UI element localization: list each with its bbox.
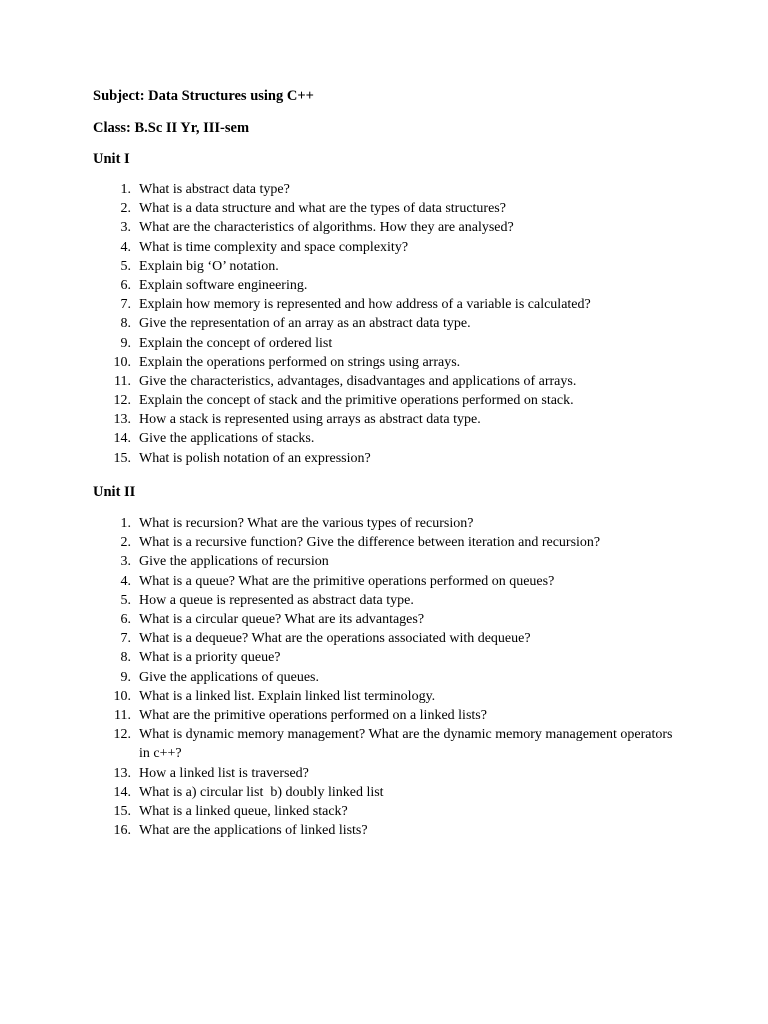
class-heading: Class: B.Sc II Yr, III-sem [93, 120, 250, 136]
question-text: Explain how memory is represented and how address of a variable is calculated? [139, 297, 591, 313]
question-number: 5. [120, 592, 131, 608]
list-item [0, 725, 768, 764]
question-number: 6. [120, 277, 131, 293]
question-number: 15. [113, 450, 131, 466]
question-text: How a queue is represented as abstract data type. [139, 592, 414, 608]
question-text: Explain the operations performed on strings using arrays. [139, 354, 461, 370]
question-text: What is a dequeue? What are the operations associated with dequeue? [139, 631, 531, 647]
question-text: What is a data structure and what are the types of data structures? [139, 201, 506, 217]
question-text: What is recursion? What are the various types of recursion? [139, 516, 474, 531]
list-item [0, 572, 768, 591]
list-item [0, 372, 768, 391]
list-item [0, 648, 768, 667]
list-item [0, 687, 768, 706]
question-text: What is a circular queue? What are its advantages? [139, 611, 425, 627]
question-text: What is polish notation of an expression? [139, 450, 371, 466]
list-item [0, 764, 768, 783]
unit-2-question-list [0, 514, 768, 840]
list-item [0, 449, 768, 468]
question-number: 14. [113, 784, 131, 800]
list-item [0, 334, 768, 353]
question-number: 8. [120, 316, 131, 332]
list-item [0, 276, 768, 295]
question-text: What is abstract data type? [139, 182, 290, 197]
list-item [0, 353, 768, 372]
question-number: 13. [113, 765, 131, 781]
question-text: Give the applications of queues. [139, 669, 320, 685]
question-number: 2. [120, 201, 131, 217]
list-item [0, 610, 768, 629]
list-item [0, 295, 768, 314]
question-number: 11. [114, 373, 131, 389]
question-text: What are the applications of linked lists? [139, 823, 368, 839]
question-number: 12. [113, 727, 131, 743]
question-number: 1. [120, 182, 131, 197]
question-text: Explain the concept of stack and the primitive operations performed on stack. [139, 393, 574, 409]
question-number: 4. [120, 239, 131, 255]
question-text: Give the applications of recursion [139, 554, 329, 570]
question-text: What is a recursive function? Give the difference between iteration and recursion? [139, 535, 601, 551]
list-item [0, 629, 768, 648]
list-item [0, 410, 768, 429]
question-number: 13. [113, 412, 131, 428]
question-text: Give the representation of an array as an abstract data type. [139, 316, 471, 332]
unit-2-title: Unit II [93, 484, 136, 500]
list-item [0, 429, 768, 448]
question-number: 15. [113, 804, 131, 820]
question-number: 14. [113, 431, 131, 447]
question-number: 3. [120, 554, 131, 570]
list-item [0, 391, 768, 410]
list-item [0, 783, 768, 802]
question-number: 8. [120, 650, 131, 666]
question-number: 2. [120, 535, 131, 551]
question-number: 7. [120, 631, 131, 647]
question-text: Give the characteristics, advantages, disadvantages and applications of arrays. [139, 373, 577, 389]
list-item [0, 552, 768, 571]
list-item [0, 314, 768, 333]
question-number: 3. [120, 220, 131, 236]
question-number: 4. [120, 573, 131, 589]
list-item [0, 668, 768, 687]
question-number: 11. [114, 707, 131, 723]
list-item [0, 218, 768, 237]
question-text: What is time complexity and space complexity? [139, 239, 409, 255]
question-number: 6. [120, 611, 131, 627]
question-text: What are the primitive operations performed on a linked lists? [139, 707, 487, 723]
question-number: 9. [120, 335, 131, 351]
list-item [0, 180, 768, 199]
list-item [0, 238, 768, 257]
question-number: 7. [120, 297, 131, 313]
question-number: 10. [113, 354, 131, 370]
list-item [0, 533, 768, 552]
question-text: What is a linked list. Explain linked list terminology. [139, 688, 436, 704]
list-item [0, 514, 768, 533]
subject-heading: Subject: Data Structures using C++ [93, 88, 314, 104]
question-text: What are the characteristics of algorithms. How they are analysed? [139, 220, 514, 236]
question-text: What is a priority queue? [139, 650, 281, 666]
list-item [0, 706, 768, 725]
list-item [0, 257, 768, 276]
question-number: 9. [120, 669, 131, 685]
question-number: 1. [120, 516, 131, 531]
question-number: 10. [113, 688, 131, 704]
question-text: What is dynamic memory management? What are the dynamic memory management operators in c++? [139, 727, 673, 762]
question-text: Explain the concept of ordered list [139, 335, 333, 351]
question-text: Explain big ‘O’ notation. [139, 258, 279, 274]
question-text: Explain software engineering. [139, 277, 308, 293]
question-text: What is a queue? What are the primitive operations performed on queues? [139, 573, 555, 589]
unit-1-question-list [0, 180, 768, 468]
list-item [0, 802, 768, 821]
unit-1-title: Unit I [93, 151, 130, 167]
question-text: What is a linked queue, linked stack? [139, 804, 348, 820]
list-item [0, 821, 768, 840]
question-text: Give the applications of stacks. [139, 431, 315, 447]
question-number: 12. [113, 393, 131, 409]
question-text: How a stack is represented using arrays as abstract data type. [139, 412, 481, 428]
question-number: 16. [113, 823, 131, 839]
list-item [0, 199, 768, 218]
question-text: What is a) circular list b) doubly linked list [139, 784, 384, 800]
question-number: 5. [120, 258, 131, 274]
list-item [0, 591, 768, 610]
question-text: How a linked list is traversed? [139, 765, 309, 781]
